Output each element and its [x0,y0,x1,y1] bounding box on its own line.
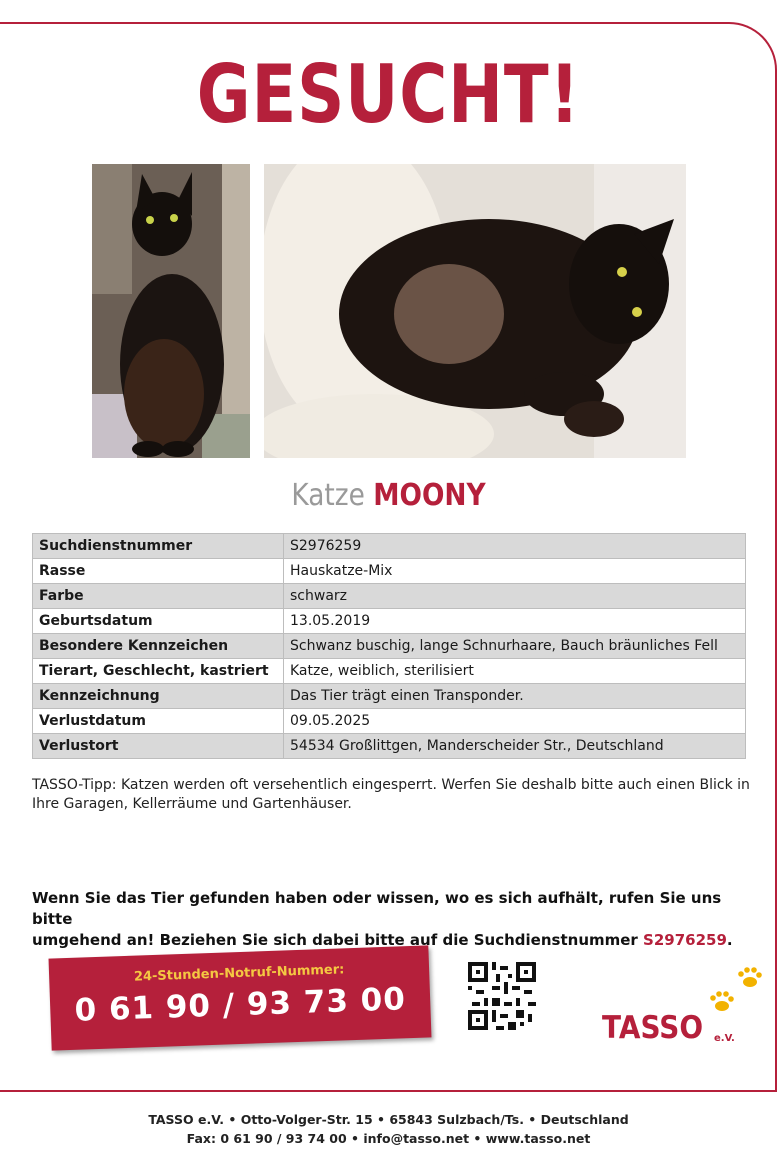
row-label: Suchdienstnummer [33,534,284,559]
cat-name: MOONY [373,478,486,513]
row-value: 13.05.2019 [284,609,746,634]
contact-callout [32,888,752,951]
info-table [32,533,746,759]
row-value: 54534 Großlittgen, Manderscheider Str., Deutschland [284,734,746,759]
table-row [33,709,746,734]
headline: GESUCHT! [196,48,581,141]
tasso-logo: TASSO [602,1010,704,1046]
callout-search-number: S2976259 [643,931,727,949]
footer-address: TASSO e.V. • Otto-Volger-Str. 15 • 65843 Sulzbach/Ts. • Deutschland [148,1112,629,1127]
table-row [33,584,746,609]
table-row [33,534,746,559]
hotline-label: 24-Stunden-Notruf-Nummer: [133,962,345,985]
row-value: schwarz [284,584,746,609]
table-row [33,559,746,584]
row-label: Verlustdatum [33,709,284,734]
cat-title [47,478,731,513]
row-value: Schwanz buschig, lange Schnurhaare, Bauch bräunliches Fell [284,634,746,659]
tasso-logo-suffix: e.V. [714,1033,735,1044]
footer-contact: Fax: 0 61 90 / 93 74 00 • info@tasso.net • www.tasso.net [186,1131,591,1146]
row-label: Farbe [33,584,284,609]
callout-period: . [726,931,733,949]
footer [0,1110,777,1148]
hotline-number[interactable]: 0 61 90 / 93 73 00 [74,981,407,1029]
cat-species: Katze [291,478,365,513]
tip-line-2: Ihre Garagen, Kellerräume und Gartenhäuser. [32,796,352,812]
table-row [33,684,746,709]
table-row [33,609,746,634]
row-value: Das Tier trägt einen Transponder. [284,684,746,709]
paw-prints-icon [706,962,766,1022]
cat-photo-sitting [92,164,250,458]
row-value: S2976259 [284,534,746,559]
callout-text: umgehend an! Beziehen Sie sich dabei bitte auf die Suchdienstnummer [32,931,644,949]
row-label: Rasse [33,559,284,584]
row-label: Verlustort [33,734,284,759]
tasso-tip [32,776,752,814]
row-label: Besondere Kennzeichen [33,634,284,659]
row-label: Tierart, Geschlecht, kastriert [33,659,284,684]
row-value: Katze, weiblich, sterilisiert [284,659,746,684]
row-label: Kennzeichnung [33,684,284,709]
row-label: Geburtsdatum [33,609,284,634]
row-value: 09.05.2025 [284,709,746,734]
row-value: Hauskatze-Mix [284,559,746,584]
table-row [33,734,746,759]
tip-line-1: TASSO-Tipp: Katzen werden oft versehentlich eingesperrt. Werfen Sie deshalb bitte auch einen Blick in [32,777,750,793]
table-row [33,659,746,684]
table-row [33,634,746,659]
qr-code-icon[interactable] [468,962,536,1030]
hotline-banner [49,945,432,1050]
cat-photo-lying [264,164,686,458]
callout-line-1: Wenn Sie das Tier gefunden haben oder wissen, wo es sich aufhält, rufen Sie uns bitte [32,889,722,928]
